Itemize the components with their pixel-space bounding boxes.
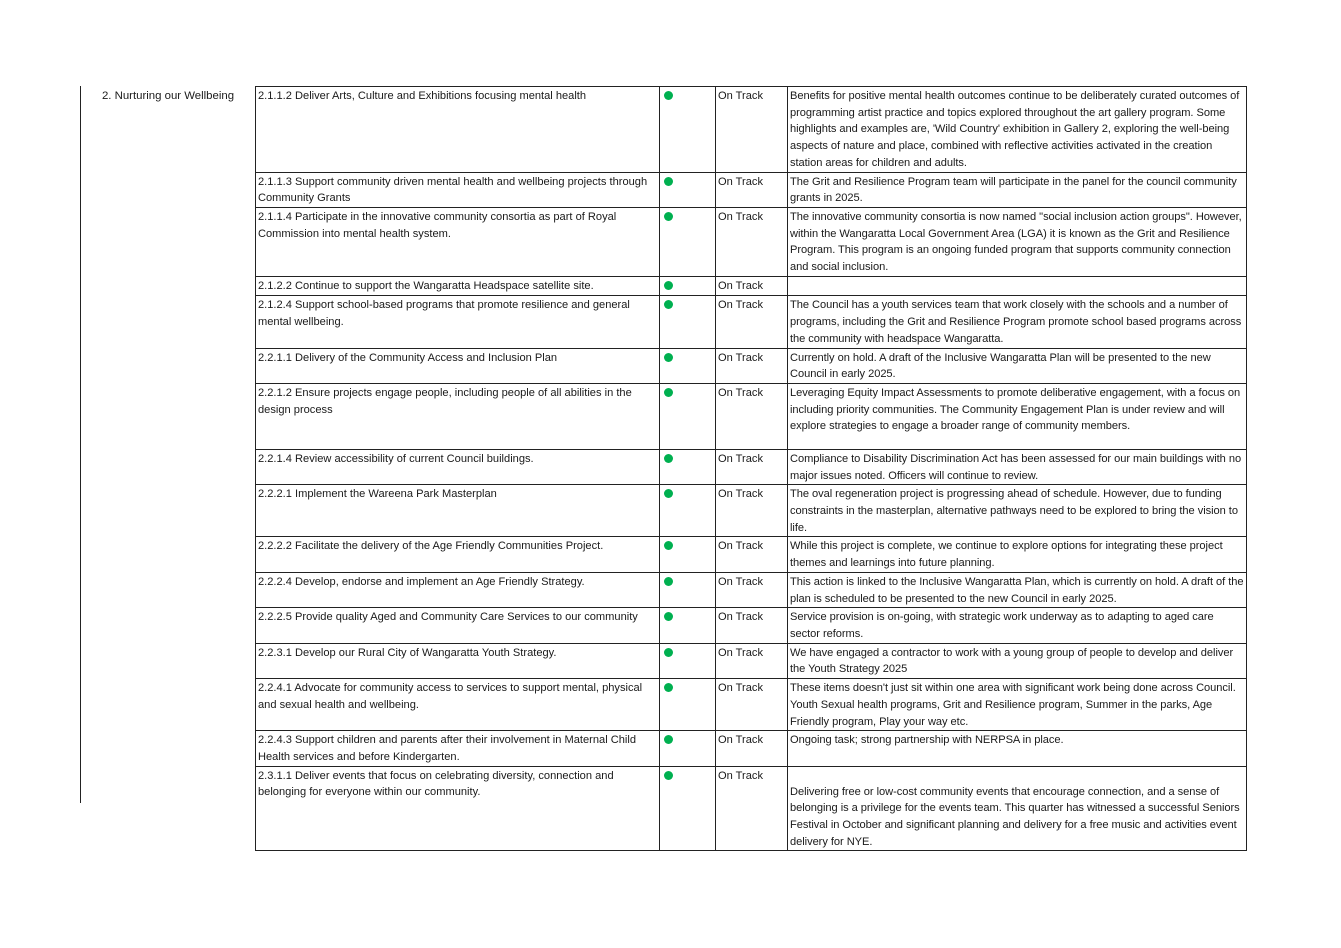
comment-cell: The Grit and Resilience Program team will participate in the panel for the council community grants in 2025. [788,172,1247,207]
table-row [256,348,1247,383]
status-dot-icon [664,300,673,309]
status-cell: On Track [716,643,788,678]
status-cell: On Track [716,449,788,484]
status-indicator-cell [660,348,716,383]
comment-cell: While this project is complete, we continue to explore options for integrating these project themes and learnings into future planning. [788,537,1247,572]
comment-cell: These items doesn't just sit within one area with significant work being done across Council. Youth Sexual health programs, Grit and Resilience program, Summer in the parks, Age Friendly program, Play your way etc. [788,679,1247,731]
comment-cell: The oval regeneration project is progressing ahead of schedule. However, due to funding constraints in the masterplan, alternative pathways need to be explored to bring the vision to life. [788,485,1247,537]
action-cell: 2.2.2.1 Implement the Wareena Park Masterplan [256,485,660,537]
status-indicator-cell [660,679,716,731]
status-dot-icon [664,353,673,362]
status-cell: On Track [716,87,788,173]
status-indicator-cell [660,731,716,766]
status-cell: On Track [716,485,788,537]
status-cell: On Track [716,383,788,449]
status-cell: On Track [716,296,788,348]
status-cell: On Track [716,608,788,643]
action-cell: 2.1.1.2 Deliver Arts, Culture and Exhibitions focusing mental health [256,87,660,173]
status-indicator-cell [660,87,716,173]
status-indicator-cell [660,572,716,607]
action-status-table [255,86,1247,851]
action-cell: 2.1.2.2 Continue to support the Wangaratta Headspace satellite site. [256,276,660,296]
status-cell: On Track [716,679,788,731]
comment-cell: Ongoing task; strong partnership with NERPSA in place. [788,731,1247,766]
action-cell: 2.3.1.1 Deliver events that focus on celebrating diversity, connection and belonging for everyone within our community. [256,766,660,851]
status-cell: On Track [716,348,788,383]
status-indicator-cell [660,643,716,678]
status-dot-icon [664,281,673,290]
status-dot-icon [664,771,673,780]
table-row [256,608,1247,643]
status-dot-icon [664,388,673,397]
status-indicator-cell [660,449,716,484]
comment-cell: Service provision is on-going, with strategic work underway as to adapting to aged care sector reforms. [788,608,1247,643]
action-cell: 2.2.4.1 Advocate for community access to services to support mental, physical and sexual health and wellbeing. [256,679,660,731]
action-cell: 2.1.1.3 Support community driven mental health and wellbeing projects through Community Grants [256,172,660,207]
comment-cell: Currently on hold. A draft of the Inclusive Wangaratta Plan will be presented to the new Council in early 2025. [788,348,1247,383]
table-row [256,296,1247,348]
status-indicator-cell [660,383,716,449]
status-dot-icon [664,648,673,657]
comment-cell [788,276,1247,296]
status-dot-icon [664,577,673,586]
table-row [256,383,1247,449]
status-indicator-cell [660,485,716,537]
action-cell: 2.2.3.1 Develop our Rural City of Wangaratta Youth Strategy. [256,643,660,678]
status-cell: On Track [716,731,788,766]
table-row [256,276,1247,296]
status-dot-icon [664,212,673,221]
status-dot-icon [664,91,673,100]
status-cell: On Track [716,207,788,276]
status-cell: On Track [716,172,788,207]
table-row [256,766,1247,851]
status-cell: On Track [716,276,788,296]
status-dot-icon [664,454,673,463]
action-cell: 2.2.4.3 Support children and parents after their involvement in Maternal Child Health services and before Kindergarten. [256,731,660,766]
status-cell: On Track [716,572,788,607]
comment-cell: Compliance to Disability Discrimination Act has been assessed for our main buildings with no major issues noted. Officers will continue to review. [788,449,1247,484]
status-cell: On Track [716,537,788,572]
status-dot-icon [664,683,673,692]
status-dot-icon [664,541,673,550]
table-row [256,172,1247,207]
status-indicator-cell [660,207,716,276]
status-dot-icon [664,612,673,621]
comment-cell: Leveraging Equity Impact Assessments to promote deliberative engagement, with a focus on including priority communities. The Community Engagement Plan is under review and will explore strategies to engage a broader range of community members. [788,383,1247,449]
action-cell: 2.2.2.2 Facilitate the delivery of the Age Friendly Communities Project. [256,537,660,572]
action-cell: 2.1.2.4 Support school-based programs that promote resilience and general mental wellbeing. [256,296,660,348]
action-cell: 2.1.1.4 Participate in the innovative community consortia as part of Royal Commission into mental health system. [256,207,660,276]
table-row [256,87,1247,173]
comment-cell: The Council has a youth services team that work closely with the schools and a number of programs, including the Grit and Resilience Program promote school based programs across the community with headspace Wangaratta. [788,296,1247,348]
status-indicator-cell [660,172,716,207]
status-indicator-cell [660,276,716,296]
status-indicator-cell [660,766,716,851]
table-row [256,643,1247,678]
action-cell: 2.2.1.1 Delivery of the Community Access and Inclusion Plan [256,348,660,383]
comment-cell: This action is linked to the Inclusive Wangaratta Plan, which is currently on hold. A draft of the plan is scheduled to be presented to the new Council in early 2025. [788,572,1247,607]
comment-cell: Benefits for positive mental health outcomes continue to be deliberately curated outcomes of programming artist practice and topics explored throughout the art gallery program. Some highlights and examples are, 'Wild Country' exhibition in Gallery 2, exploring the well-being aspects of nature and place, combined with reflective activities activated in the creation station areas for children and adults. [788,87,1247,173]
status-dot-icon [664,177,673,186]
status-indicator-cell [660,608,716,643]
table-row [256,207,1247,276]
comment-cell: The innovative community consortia is now named "social inclusion action groups". However, within the Wangaratta Local Government Area (LGA) it is known as the Grit and Resilience Program. This program is an ongoing funded program that supports community connection and social inclusion. [788,207,1247,276]
table-row [256,572,1247,607]
comment-cell: Delivering free or low-cost community events that encourage connection, and a sense of belonging is a privilege for the events team. This quarter has witnessed a successful Seniors Festival in October and significant planning and delivery for a free music and activities event delivery for NYE. [788,766,1247,851]
comment-cell: We have engaged a contractor to work with a young group of people to develop and deliver the Youth Strategy 2025 [788,643,1247,678]
action-cell: 2.2.2.5 Provide quality Aged and Community Care Services to our community [256,608,660,643]
status-indicator-cell [660,296,716,348]
table-row [256,679,1247,731]
status-dot-icon [664,489,673,498]
theme-label: 2. Nurturing our Wellbeing [101,90,235,102]
table-row [256,485,1247,537]
status-indicator-cell [660,537,716,572]
status-cell: On Track [716,766,788,851]
action-cell: 2.2.1.2 Ensure projects engage people, including people of all abilities in the design process [256,383,660,449]
table-row [256,537,1247,572]
action-cell: 2.2.2.4 Develop, endorse and implement an Age Friendly Strategy. [256,572,660,607]
theme-column-border [80,86,81,803]
status-dot-icon [664,735,673,744]
table-row [256,731,1247,766]
table-row [256,449,1247,484]
table-body [256,87,1247,851]
action-cell: 2.2.1.4 Review accessibility of current Council buildings. [256,449,660,484]
